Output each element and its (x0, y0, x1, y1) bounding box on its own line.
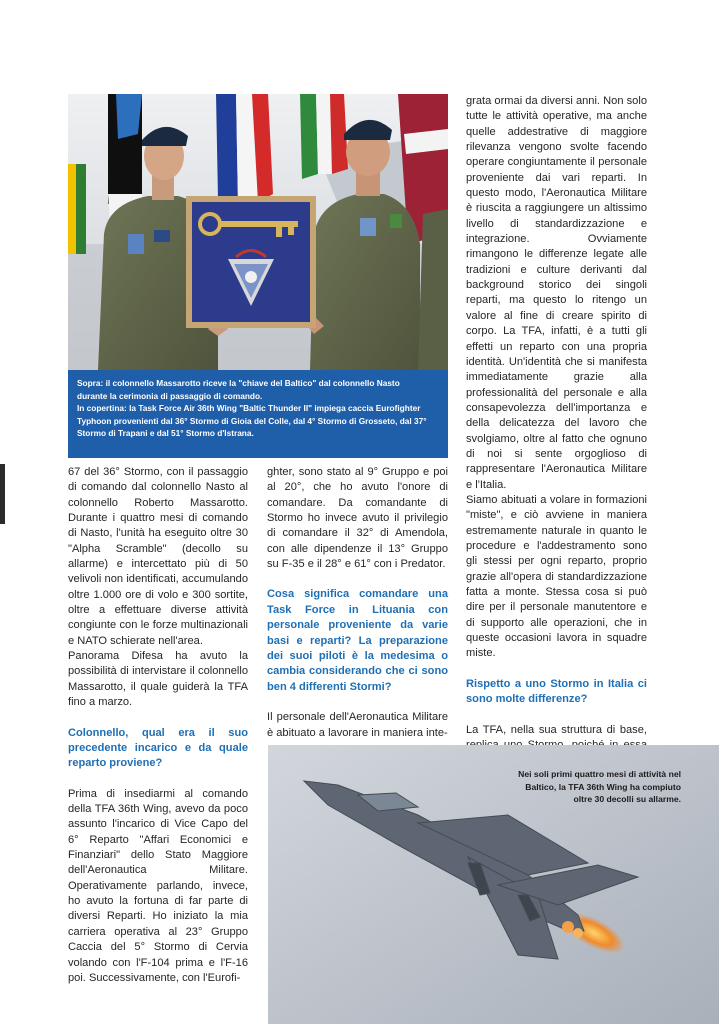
body-paragraph: Siamo abituati a volare in formazioni "miste", e ciò avviene in maniera estremamente naturale in quanto le procedure e l'addestramento sono gli stessi per ogni reparto, proprio grazie all'opera di standardizzazione fatta a monte. Stessa cosa si può dire per il personale manutentore e di supporto alle operazioni, che in queste occasioni lavora in squadre miste. (466, 493, 647, 660)
caption-line: Sopra: il colonnello Massarotto riceve la "chiave del Baltico" dal colonnello Nasto (77, 378, 400, 388)
key-frame (186, 196, 316, 328)
photo-caption-bottom (481, 768, 681, 806)
body-paragraph: La TFA, nella sua struttura di base, (466, 723, 647, 736)
body-paragraph: 67 del 36° Stormo, con il passaggio di comando dal colonnello Nasto al colonnello Roberto Massarotto. Durante i quattro mesi di comando di Nasto, l'unità ha eseguito oltre 30 "Alpha Scramble" (decollo su allarme) e intercettato più di 50 velivoli non identificati, accumulando oltre 1.000 ore di volo e 300 sortite, oltre a effettuare diverse attività congiunte con le forze multinazionali e NATO schierate nell'area. (68, 466, 248, 647)
column-right (466, 94, 647, 769)
caption-line: oltre 30 decolli su allarme. (573, 794, 681, 805)
caption-line: Nei soli primi quattro mesi di attività nel (518, 769, 681, 779)
interview-question: Colonnello, qual era il suo precedente incarico e da quale reparto proviene? (68, 726, 248, 770)
photo-caption-top (68, 370, 448, 458)
column-middle (267, 465, 448, 741)
column-left (68, 465, 248, 986)
ceremony-photo (68, 94, 448, 370)
caption-line: Stormo di Trapani e dal 51° Stormo d'Istrana. (77, 428, 254, 439)
page-edge-mark (0, 464, 5, 524)
body-paragraph: grata ormai da diversi anni. Non solo tutte le attività operative, ma anche quelle addestrative di maggiore rilevanza vengono svolte facendo operare congiuntamente il personale proveniente dai vari reparti. In questo modo, l'Aeronautica Militare è riuscita a raggiungere un altissimo livello di standardizzazione e integrazione. Ovviamente rimangono le differenze legate alle tradizioni e culture derivanti dal background storico dei singoli reparti, ma questo lo ritengo un valore al fine di creare spirito di corpo. La TFA, infatti, è a tutti gli effetti un reparto con una propria identità. Un'identità che si manifesta immediatamente grazie alla professionalità del personale e alla consapevolezza dell'importanza e della delicatezza del lavoro che svolgiamo, oltre al fatto che ognuno di noi si sente orgoglioso di rappresentare l'Aeronautica Militare e l'Italia. (466, 95, 647, 491)
ceremony-illustration (68, 94, 448, 370)
body-paragraph: Prima di insediarmi al comando della TFA 36th Wing, avevo da poco assunto l'incarico di Vice Capo del 6° Reparto "Affari Economici e Finanziari" dello Stato Maggiore dell'Aeronautica Militare. Operativamente parlando, invece, ho avuto la fortuna di far parte di diversi Reparti. Ho iniziato la mia carriera operativa al 23° Gruppo Caccia del 5° Stormo di Cervia volando con l'F-104 prima e l'F-16 poi. Successivamente, con l'Eurofi- (68, 787, 248, 984)
caption-line: Baltico, la TFA 36th Wing ha compiuto (525, 781, 681, 792)
caption-line: durante la cerimonia di passaggio di comando. (77, 390, 263, 401)
body-paragraph: Il personale dell'Aeronautica Militare è abituato a lavorare in maniera inte- (267, 711, 448, 739)
interview-question: Rispetto a uno Stormo in Italia ci sono molte differenze? (466, 677, 647, 706)
body-paragraph: Panorama Difesa ha avuto la possibilità di intervistare il colonnello Massarotto, il quale guiderà la TFA fino a marzo. (68, 650, 248, 709)
body-paragraph: ghter, sono stato al 9° Gruppo e poi al 20°, che ho avuto l'onore di comandare. Da comandante di Stormo ho invece avuto il privilegio di comandare il 32° di Amendola, con alle dipendenze il 13° Gruppo su F-35 e il 28° e 61° con i Predator. (267, 466, 448, 571)
caption-line: Typhoon provenienti dal 36° Stormo di Gioia del Colle, dal 4° Stormo di Grosseto, dal 37° (77, 415, 427, 426)
caption-line: In copertina: la Task Force Air 36th Wing "Baltic Thunder II" impiega caccia Eurofighter (77, 403, 421, 414)
interview-question: Cosa significa comandare una Task Force in Lituania con personale proveniente da varie basi e reparti? La preparazione dei suoi piloti è la medesima o cambia considerando che ci sono ben 4 differenti Stormi? (267, 588, 448, 693)
